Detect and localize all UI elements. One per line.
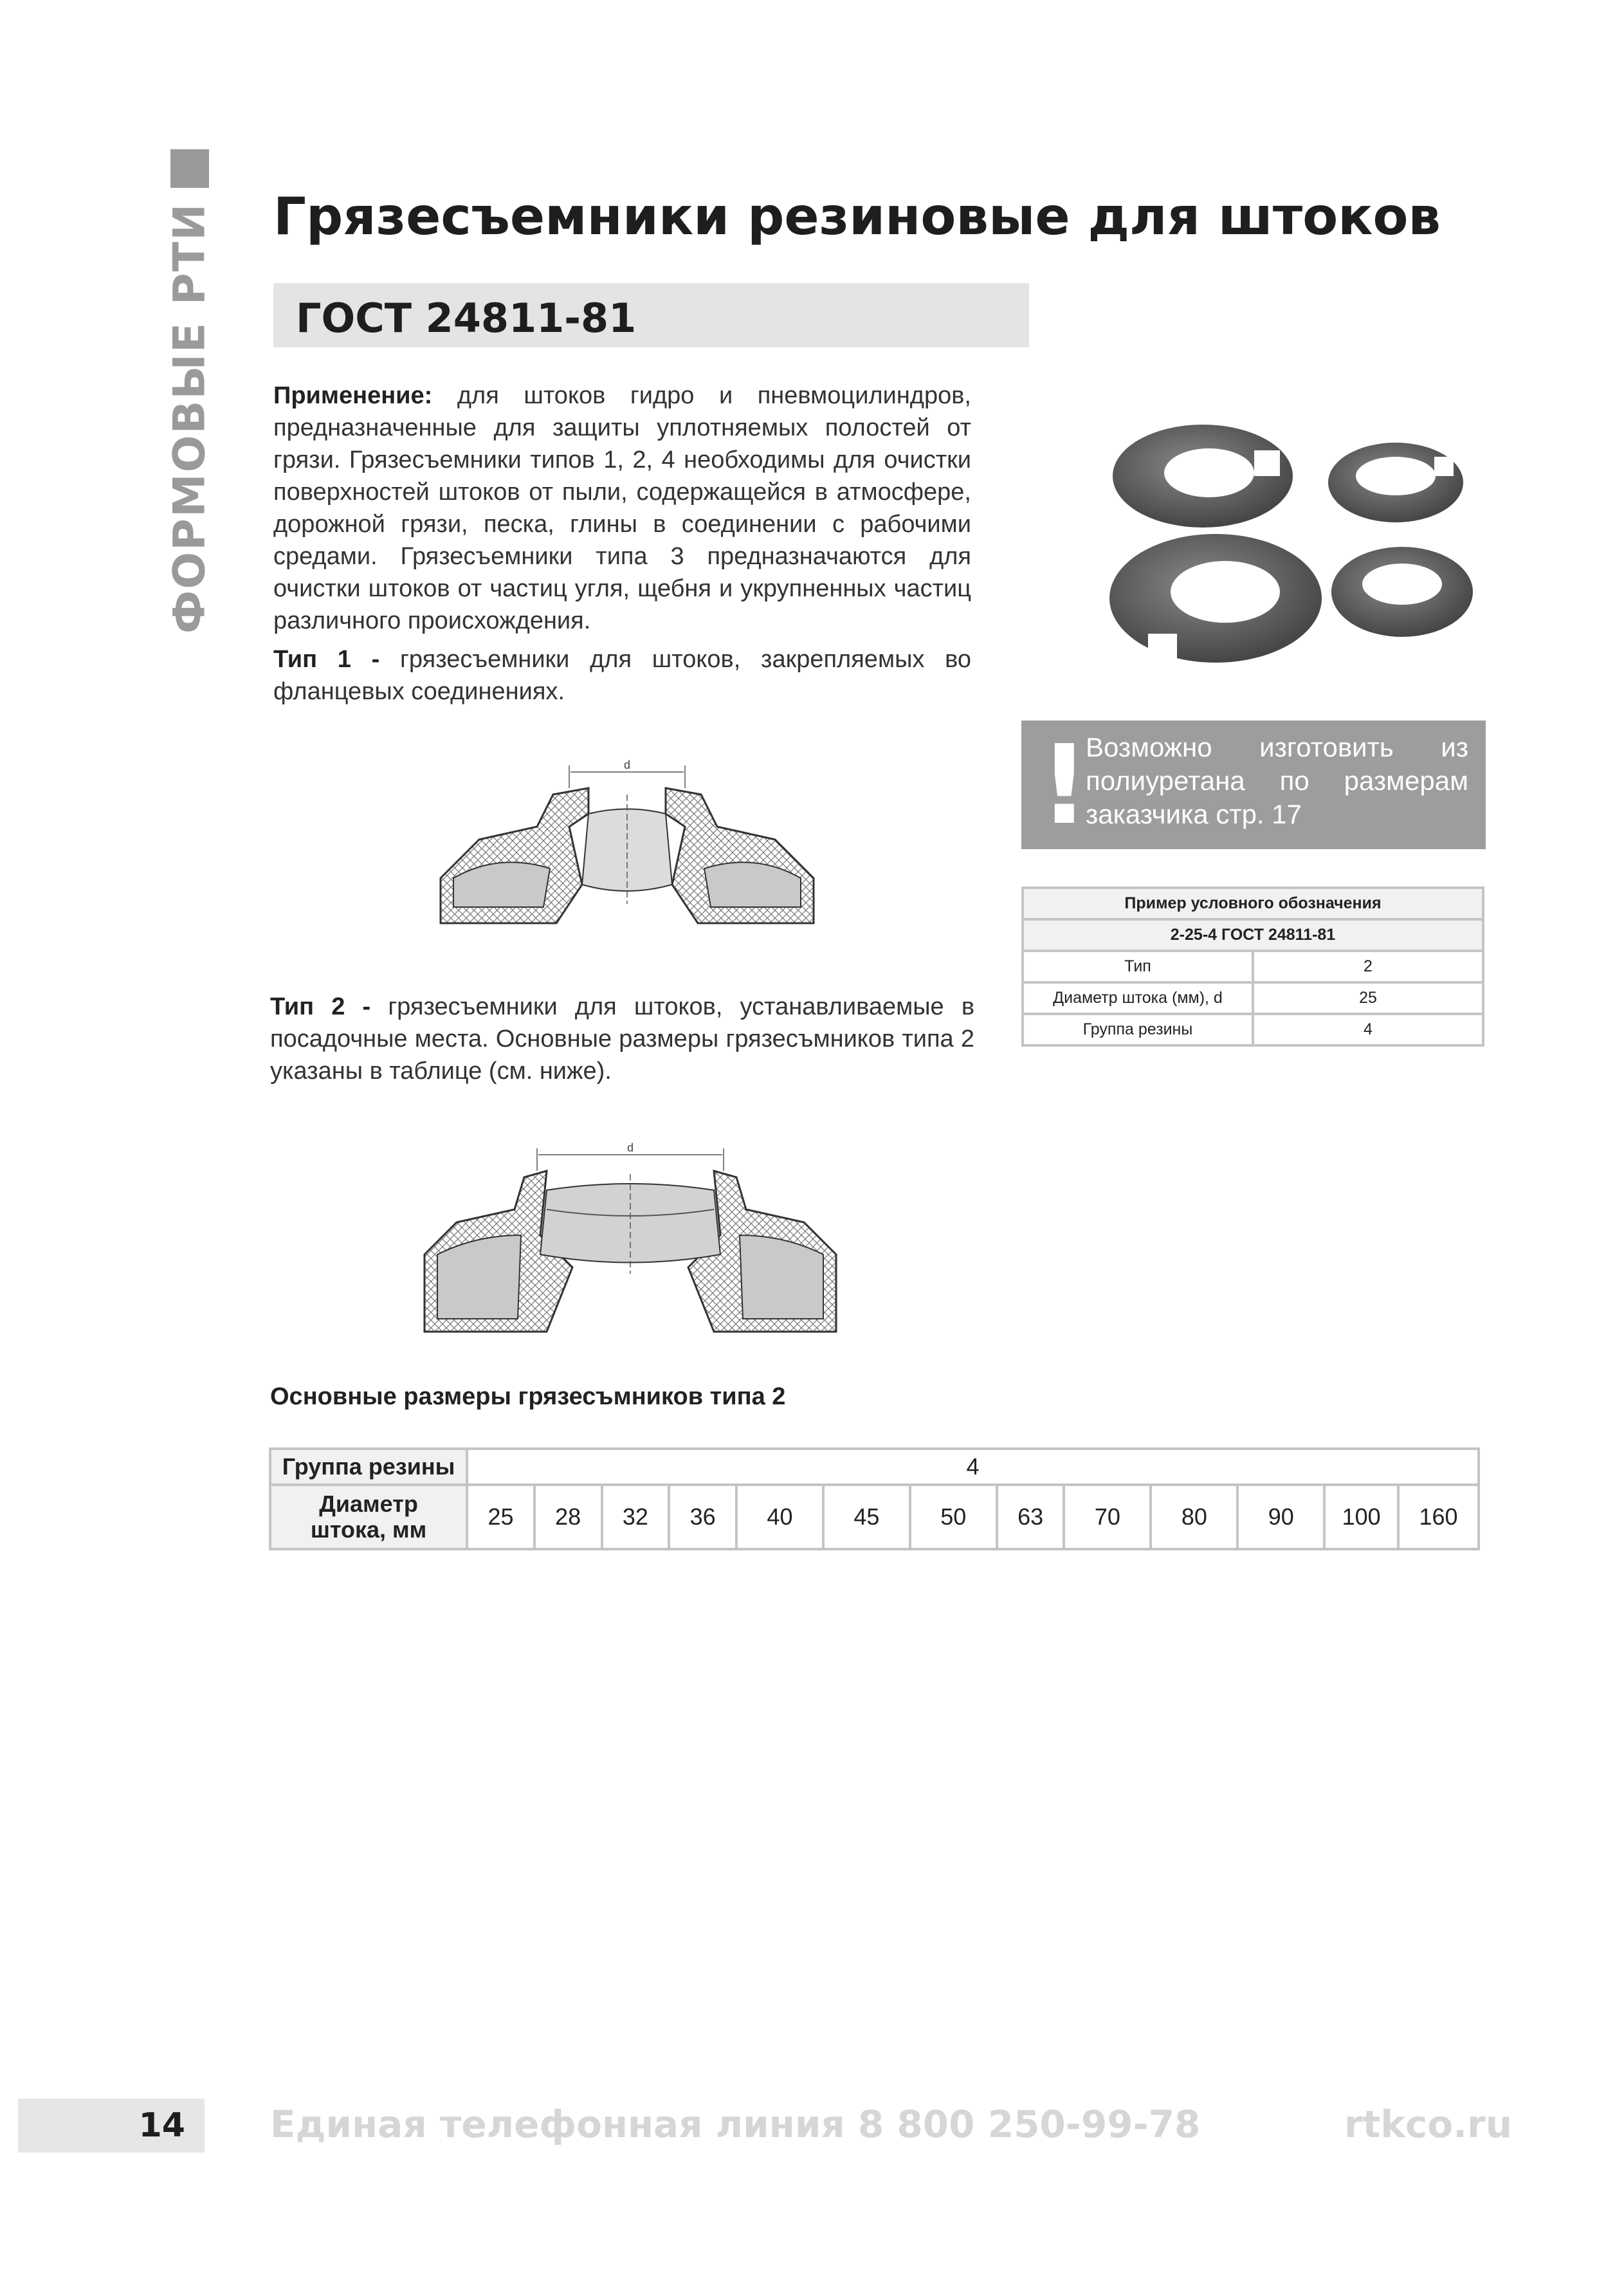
type2-text: грязесъемники для штоков, устанавливаемые в посадочные места. Основные размеры грязесъмников типа 2 указаны в таблице (см. ниже). (270, 993, 975, 1085)
page-title: Грязесъемники резиновые для штоков (273, 187, 1441, 246)
type1-text: грязесъемники для штоков, закрепляемых во фланцевых соединениях. (273, 646, 972, 705)
application-label: Применение: (273, 382, 433, 409)
page-number: 14 (138, 2106, 185, 2145)
type2-dimension-label: d (627, 1141, 634, 1154)
page-number-band (18, 2099, 205, 2153)
type1-label: Тип 1 - (273, 646, 380, 673)
application-text: для штоков гидро и пневмоцилиндров, предназначенные для защиты уплотняемых полостей от грязи. Грязесъемники типов 1, 2, 4 необходимы для очистки поверхностей штоков от пыли, содержащейся в атмосфере, дорожной грязи, песка, глины в соединении с рабочими средами. Грязесъемники типа 3 предназначаются для очистки штоков от частиц угля, щебня и укрупненных частиц различного происхождения. (273, 382, 971, 634)
wiper-large-bottom (1109, 534, 1322, 663)
diameter-cell: 28 (534, 1485, 602, 1549)
gost-heading-band (273, 283, 1029, 347)
footer-website: rtkco.ru (1344, 2102, 1513, 2146)
diameter-cell: 40 (736, 1485, 823, 1549)
designation-example-table (1021, 886, 1484, 1047)
example-label-rubber-group: Группа резины (1023, 1014, 1253, 1045)
diameter-cell: 90 (1237, 1485, 1324, 1549)
rubber-group-value: 4 (467, 1449, 1479, 1485)
example-value-type: 2 (1253, 951, 1483, 982)
diameter-label: Диаметр штока, мм (270, 1485, 467, 1549)
table-row (1023, 951, 1483, 982)
polyurethane-note (1021, 721, 1486, 849)
wiper-large-top (1113, 425, 1293, 528)
example-value-diameter: 25 (1253, 982, 1483, 1014)
diameter-cell: 160 (1398, 1485, 1479, 1549)
wiper-small-bottom (1331, 547, 1473, 637)
diameter-cell: 50 (910, 1485, 997, 1549)
diameter-cell: 100 (1324, 1485, 1398, 1549)
diameter-cell: 32 (602, 1485, 670, 1549)
sizes-table-title: Основные размеры грязесъмников типа 2 (270, 1383, 786, 1410)
type2-label: Тип 2 - (270, 993, 371, 1020)
table-row (1023, 1014, 1483, 1045)
side-tab-marker (170, 149, 209, 188)
example-header: Пример условного обозначения (1023, 888, 1483, 919)
example-label-diameter: Диаметр штока (мм), d (1023, 982, 1253, 1014)
diameter-cell: 36 (669, 1485, 736, 1549)
rubber-group-label: Группа резины (270, 1449, 467, 1485)
sizes-table (269, 1447, 1480, 1550)
example-label-type: Тип (1023, 951, 1253, 982)
table-row (1023, 888, 1483, 919)
example-value-rubber-group: 4 (1253, 1014, 1483, 1045)
footer-phone-line: Единая телефонная линия 8 800 250-99-78 (270, 2102, 1201, 2146)
type2-paragraph (270, 991, 974, 1087)
exclamation-icon: ! (1039, 722, 1090, 849)
example-designation: 2-25-4 ГОСТ 24811-81 (1023, 919, 1483, 951)
type1-section-drawing (428, 756, 826, 968)
gost-heading: ГОСТ 24811-81 (296, 295, 637, 342)
wiper-small-top (1328, 443, 1463, 522)
table-row (270, 1485, 1479, 1549)
diameter-cell: 70 (1064, 1485, 1151, 1549)
type1-paragraph (273, 643, 971, 708)
table-row (270, 1449, 1479, 1485)
table-row (1023, 919, 1483, 951)
note-text: Возможно изготовить из полиуретана по размерам заказчика стр. 17 (1086, 732, 1468, 829)
application-paragraph (273, 380, 971, 637)
diameter-cell: 45 (823, 1485, 910, 1549)
table-row (1023, 982, 1483, 1014)
wipers-photo (1093, 412, 1505, 682)
side-section-label: ФОРМОВЫЕ РТИ (164, 202, 215, 634)
type1-dimension-label: d (624, 758, 631, 771)
diameter-cell: 80 (1151, 1485, 1237, 1549)
diameter-cell: 25 (467, 1485, 534, 1549)
type2-section-drawing (412, 1139, 849, 1370)
diameter-cell: 63 (997, 1485, 1064, 1549)
